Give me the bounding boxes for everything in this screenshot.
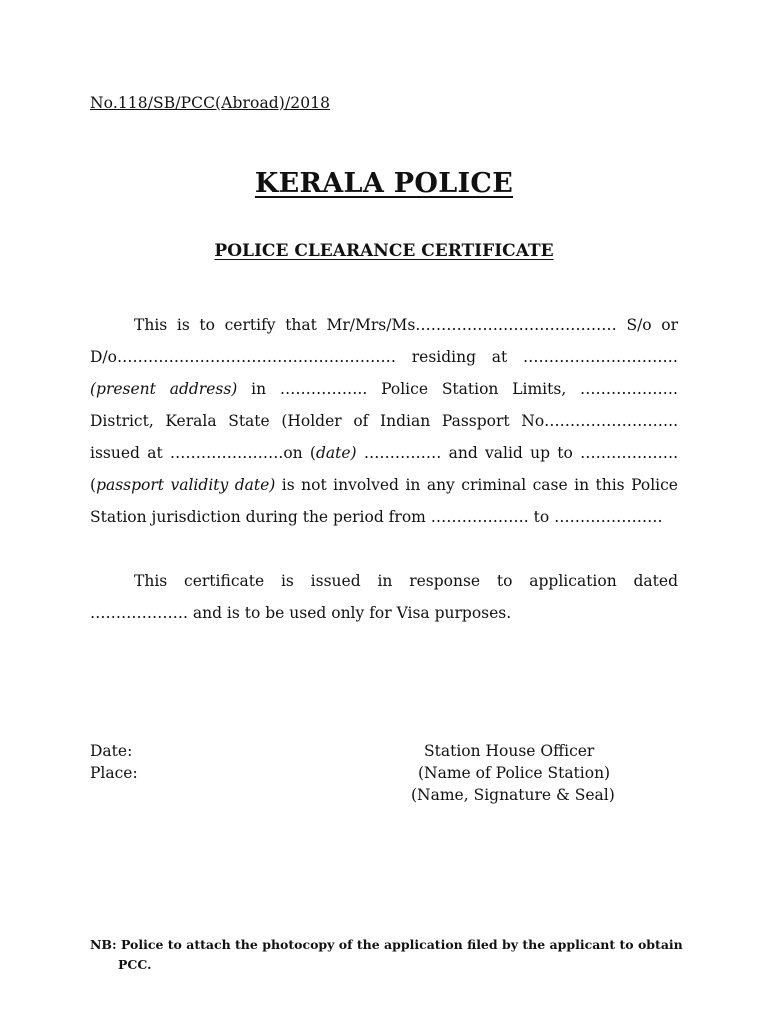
signature-placeholder: (Name, Signature & Seal) xyxy=(411,786,615,804)
present-address-note: (present address) xyxy=(90,380,238,398)
date-note: date) xyxy=(315,444,357,462)
para1-text-2: in …………….. Police Station Limits, ………………. District, Kerala State (Holder of Indian Passport No…………………….. issued at ………………….on ( xyxy=(90,380,678,462)
officer-designation: Station House Officer xyxy=(424,742,595,760)
reference-number: No.118/SB/PCC(Abroad)/2018 xyxy=(90,94,331,112)
certificate-title: POLICE CLEARANCE CERTIFICATE xyxy=(214,241,554,261)
date-label: Date: xyxy=(90,742,133,760)
certification-paragraph xyxy=(90,309,678,533)
para1-text-3: …………… and valid up to ………………. ( xyxy=(90,444,678,494)
station-name-placeholder: (Name of Police Station) xyxy=(418,764,611,782)
para1-text-1: This is to certify that Mr/Mrs/Ms………………………………… S/o or D/o……………………………………………… residing at ………………………… xyxy=(90,316,678,366)
organization-title: KERALA POLICE xyxy=(254,168,514,199)
place-label: Place: xyxy=(90,764,138,782)
purpose-paragraph xyxy=(90,565,678,629)
para2-text: This certificate is issued in response to application dated ………………. and is to be used only for Visa purposes. xyxy=(90,572,678,622)
para1-text-4: is not involved in any criminal case in this Police Station jurisdiction during the period from ………………. to ………………… xyxy=(90,476,678,526)
passport-validity-note: passport validity date) xyxy=(96,476,276,494)
nb-note: NB: Police to attach the photocopy of the application filed by the applicant to obtain PCC. xyxy=(90,937,683,972)
